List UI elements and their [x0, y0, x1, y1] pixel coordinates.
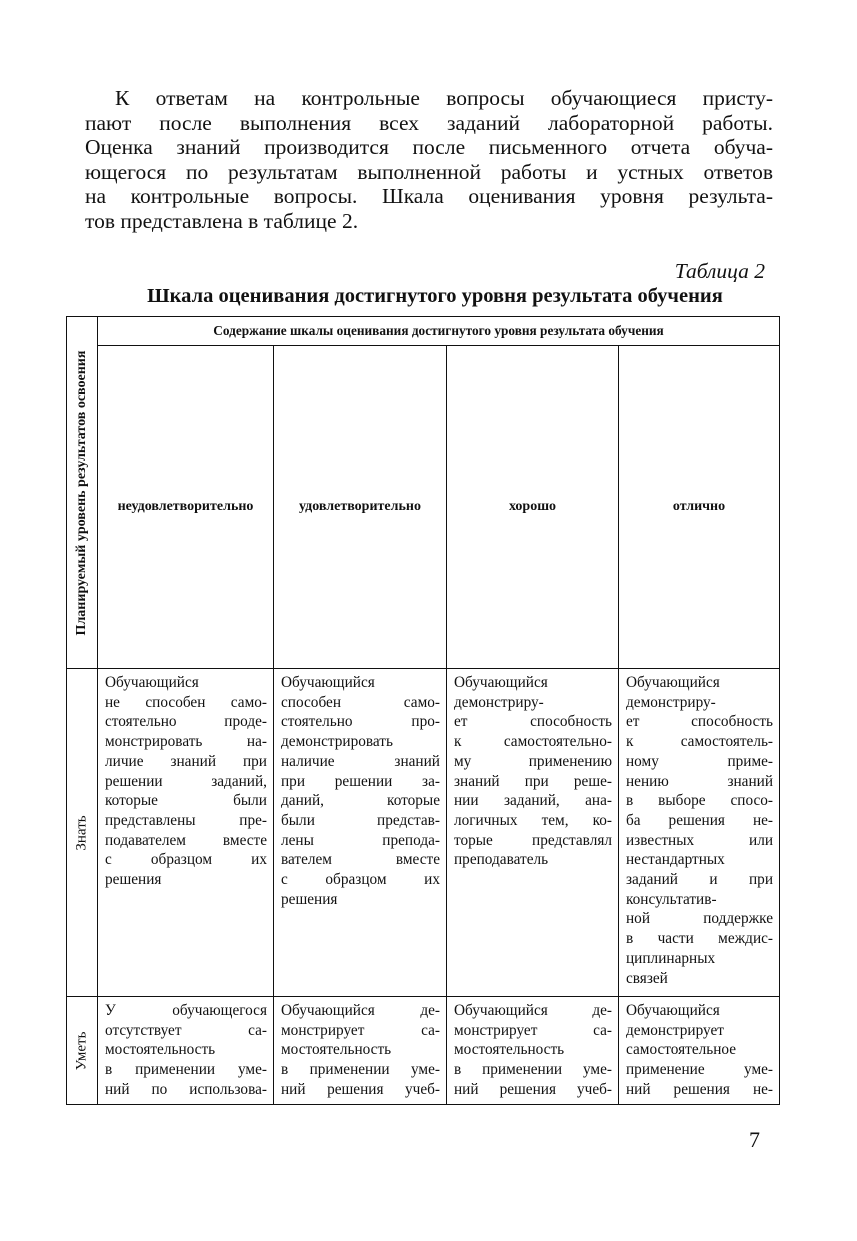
text-line: отсутствует са- [105, 1021, 267, 1039]
text-line: не способен само- [105, 693, 267, 711]
text-line: известных или [626, 831, 774, 849]
text-line: к самостоятель- [626, 733, 774, 751]
table-cell [274, 997, 447, 1105]
text-line: к самостоятельно- [454, 733, 612, 751]
text-line: циплинарных [626, 949, 716, 967]
text-line: Обучающийся [105, 674, 199, 691]
grade-satisfactory: удовлетворительно [274, 346, 447, 669]
grade-unsatisfactory: неудовлетворительно [98, 346, 274, 669]
text-line: в применении уме- [281, 1061, 440, 1079]
text-line: тов представлена в таблице 2. [85, 208, 359, 233]
text-line: связей [626, 969, 668, 987]
text-line: Обучающийся [626, 674, 720, 691]
text-line: нению знаний [626, 772, 774, 790]
text-line: мостоятельность [281, 1041, 392, 1059]
text-line: в выборе спосо- [626, 792, 774, 810]
table-row [67, 669, 780, 997]
text-line: личие знаний при [105, 752, 267, 770]
text-line: преподаватель [454, 851, 549, 869]
table-title: Шкала оценивания достигнутого уровня результата обучения [147, 285, 723, 307]
text-line: были представ- [281, 811, 440, 829]
text-line: в применении уме- [105, 1061, 267, 1079]
text-line: лены препода- [281, 831, 440, 849]
text-line: К ответам на контрольные вопросы обучающиеся присту- [115, 86, 773, 110]
text-line: применение уме- [626, 1061, 774, 1079]
text-line: вателем вместе [281, 851, 440, 869]
text-line: которые были [105, 792, 267, 810]
grade-good: хорошо [447, 346, 619, 669]
text-line: Обучающийся [454, 674, 548, 691]
text-line: при решении за- [281, 772, 440, 790]
assessment-scale-table [66, 316, 780, 1105]
text-line: ба решения не- [626, 811, 774, 829]
text-line: монстрирует са- [454, 1021, 612, 1039]
text-line: на контрольные вопросы. Шкала оценивания уровня результа- [85, 184, 773, 209]
text-line: му применению [454, 752, 612, 770]
table-cell [447, 997, 619, 1105]
text-line: монстрирует са- [281, 1021, 440, 1039]
text-line: представлены пре- [105, 811, 267, 829]
text-line: ной поддержке [626, 910, 774, 928]
text-line: наличие знаний [281, 752, 440, 770]
text-line: демонстрирует [626, 1021, 724, 1039]
text-line: демонстрировать [281, 733, 393, 751]
text-line: ет способность [454, 713, 612, 731]
text-line: консультатив- [626, 890, 717, 908]
text-line: ний решения учеб- [454, 1080, 612, 1098]
text-line: мостоятельность [105, 1041, 216, 1059]
row-label-cell [67, 997, 98, 1105]
text-line: ющегося по результатам выполненной работы и устных ответов [85, 159, 773, 184]
text-line: ний решения учеб- [281, 1080, 440, 1098]
table-cell [447, 669, 619, 997]
row-label: Уметь [73, 1031, 90, 1070]
text-line: стоятельно про- [281, 713, 440, 731]
text-line: ний по использова- [105, 1080, 267, 1098]
text-line: с образцом их [281, 871, 440, 889]
row-header-cell [67, 317, 98, 669]
text-line: заданий и при [626, 871, 774, 889]
text-line: решения [105, 871, 162, 889]
text-line: пают после выполнения всех заданий лабораторной работы. [85, 110, 773, 135]
text-line: торые представлял [454, 831, 612, 849]
text-line: ний решения не- [626, 1080, 774, 1098]
text-line: У обучающегося [105, 1002, 267, 1019]
text-line: мостоятельность [454, 1041, 565, 1059]
text-line: Оценка знаний производится после письменного отчета обуча- [85, 135, 773, 160]
text-line: демонстриру- [626, 693, 716, 711]
table-cell [274, 669, 447, 997]
text-line: способен само- [281, 693, 440, 711]
text-line: с образцом их [105, 851, 267, 869]
text-line: решения [281, 890, 338, 908]
text-line: ному приме- [626, 752, 774, 770]
table-cell [619, 669, 780, 997]
text-line: Обучающийся [626, 1002, 720, 1019]
table-caption: Таблица 2 [674, 259, 765, 283]
row-label: Знать [73, 814, 90, 851]
table-cell [619, 997, 780, 1105]
text-line: самостоятельное [626, 1041, 737, 1059]
row-header-label: Планируемый уровень результатов освоения [74, 350, 89, 635]
table-cell [98, 997, 274, 1105]
text-line: монстрировать на- [105, 733, 267, 751]
body-paragraph [85, 86, 773, 234]
text-line: Обучающийся де- [454, 1002, 612, 1019]
table-cell [98, 669, 274, 997]
text-line: нии заданий, ана- [454, 792, 612, 810]
table-row [67, 997, 780, 1105]
text-line: знаний при реше- [454, 772, 612, 790]
text-line: решении заданий, [105, 772, 267, 790]
text-line: ет способность [626, 713, 774, 731]
text-line: демонстриру- [454, 693, 544, 711]
group-header: Содержание шкалы оценивания достигнутого уровня результата обучения [98, 317, 780, 346]
row-label-cell [67, 669, 98, 997]
text-line: в применении уме- [454, 1061, 612, 1079]
text-line: стоятельно проде- [105, 713, 267, 731]
text-line: нестандартных [626, 851, 725, 869]
text-line: подавателем вместе [105, 831, 267, 849]
text-line: логичных тем, ко- [454, 811, 612, 829]
text-line: в части междис- [626, 930, 774, 948]
page-number: 7 [749, 1127, 760, 1152]
text-line: Обучающийся [281, 674, 375, 691]
grade-excellent: отлично [619, 346, 780, 669]
text-line: Обучающийся де- [281, 1002, 440, 1019]
text-line: даний, которые [281, 792, 440, 810]
